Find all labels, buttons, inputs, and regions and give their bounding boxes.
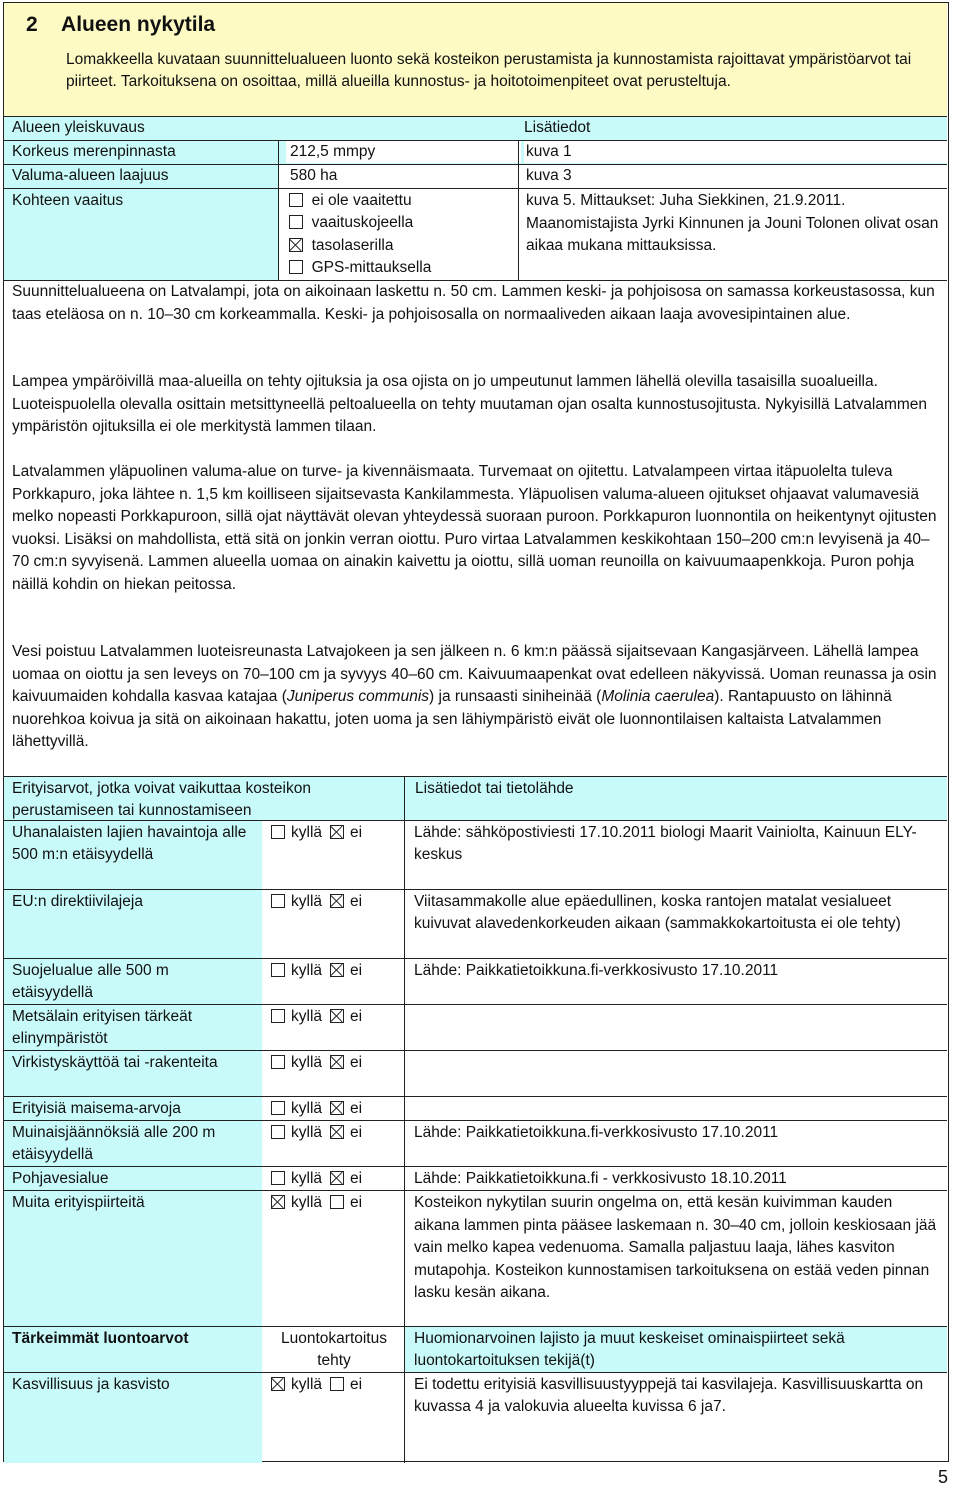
- values-row-recreation: [4, 1051, 947, 1097]
- values-row-info: Lähde: sähköpostiviesti 17.10.2011 biologi Maarit Vainiolta, Kainuun ELY-keskus: [414, 824, 917, 863]
- values-heading-right: Lisätiedot tai tietolähde: [415, 780, 574, 797]
- catchment-extra: kuva 3: [519, 165, 947, 188]
- checkbox-checked-icon[interactable]: [289, 238, 303, 252]
- checkbox-icon[interactable]: [289, 260, 303, 274]
- values-heading-row: [4, 776, 947, 821]
- leveling-option-gps[interactable]: GPS-mittauksella: [289, 257, 431, 279]
- yes-no-choice[interactable]: kyllä ei: [271, 1006, 370, 1028]
- yes-no-choice[interactable]: kyllä ei: [271, 891, 370, 913]
- checkbox-checked-icon[interactable]: [330, 963, 344, 977]
- description-p4: Vesi poistuu Latvalammen luoteisreunasta Latvajokeen ja sen jälkeen n. 6 km:n päässä sijaitsevaan Kangasjärveen. Lähellä lampea uomaa on oiottu ja sen leveys on 70–100 cm ja syvyys 40–60 cm. Kaivuumaapenkat ovat edelleen näkyvissä. Uoman reunassa ja osin kaivuumaiden kohdalla kasvaa katajaa (Juniperus communis) ja runsaasti siniheinää (Molinia caerulea). Rantapuusto on lähinnä nuorehkoa koivua ja sitä on aikoinaan hakattu, joten uoma ja sen lähiympäristö eivät ole luonnontilaisen kaltaista Latvalammen lähettyvillä.: [12, 643, 937, 750]
- altitude-extra: kuva 1: [524, 141, 947, 163]
- values-row-label: Pohjavesialue: [12, 1170, 109, 1187]
- values-row-groundwater: [4, 1167, 947, 1191]
- checkbox-icon[interactable]: [289, 193, 303, 207]
- values-row-forest-act: [4, 1005, 947, 1051]
- yes-no-choice[interactable]: kyllä ei: [271, 1374, 370, 1396]
- section-intro: Lomakkeella kuvataan suunnittelualueen luonto sekä kosteikon perustamista ja kunnostamista rajoittavat ympäristöarvot tai piirteet. Tarkoituksena on osoittaa, millä alueilla kunnostus- ja hoitotoimenpiteet ovat perusteltuja.: [66, 51, 912, 90]
- checkbox-checked-icon[interactable]: [330, 894, 344, 908]
- leveling-label: Kohteen vaaitus: [12, 192, 124, 209]
- page-number: 5: [938, 1467, 949, 1487]
- checkbox-icon[interactable]: [271, 963, 285, 977]
- values-row-ancient-relics: [4, 1121, 947, 1167]
- checkbox-icon[interactable]: [271, 825, 285, 839]
- altitude-label: Korkeus merenpinnasta: [12, 143, 176, 160]
- overview-row-leveling: [4, 189, 947, 281]
- yes-no-choice[interactable]: kyllä ei: [271, 1052, 370, 1074]
- section-title: [26, 11, 215, 39]
- checkbox-checked-icon[interactable]: [330, 825, 344, 839]
- values-row-info: Lähde: Paikkatietoikkuna.fi-verkkosivusto 17.10.2011: [414, 1124, 779, 1141]
- description-p1: Suunnittelualueena on Latvalampi, jota on aikoinaan laskettu n. 50 cm. Lammen keski- ja pohjoisosa on samassa korkeustasossa, kun taas eteläosa on n. 10–30 cm korkeammalla. Keski- ja pohjoisosalla on normaaliveden aikaan laaja avovesipintainen alue.: [12, 283, 935, 323]
- values-row-vegetation: [4, 1373, 947, 1463]
- key-nature-info: Huomionarvoinen lajisto ja muut keskeiset ominaispiirteet sekä luontokartoituksen tekijä(t): [414, 1330, 845, 1369]
- description-p2: Lampea ympäröivillä maa-alueilla on tehty ojituksia ja osa ojista on jo umpeutunut lammen lähellä olevilla tasaisilla suoalueilla. Luoteispuolella olevalla osittain metsittyneellä peltoalueella on tehty muutaman ojan osalta kunnostusojitusta. Nykyisillä Latvalammen ympäristön ojituksilla ei ole merkitystä lammen tilaan.: [12, 373, 928, 435]
- values-row-label: Metsälain erityisen tärkeät elinympäristöt: [12, 1008, 193, 1047]
- values-row-info: Lähde: Paikkatietoikkuna.fi-verkkosivusto 17.10.2011: [414, 962, 779, 979]
- catchment-value: 580 ha: [279, 165, 518, 188]
- vegetation-info: Ei todettu erityisiä kasvillisuustyyppejä tai kasvilajeja. Kasvillisuuskartta on kuvassa 4 ja valokuvia alueelta kuvissa 6 ja7.: [414, 1376, 924, 1415]
- values-row-threatened: [4, 821, 947, 890]
- checkbox-checked-icon[interactable]: [330, 1101, 344, 1115]
- overview-row-altitude: [4, 141, 947, 165]
- checkbox-icon[interactable]: [330, 1377, 344, 1391]
- species-juniperus: Juniperus communis: [286, 688, 430, 705]
- values-row-label: Suojelualue alle 500 m etäisyydellä: [12, 962, 169, 1001]
- values-row-label: EU:n direktiivilajeja: [12, 893, 143, 910]
- species-molinia: Molinia caerulea: [601, 688, 715, 705]
- checkbox-checked-icon[interactable]: [330, 1171, 344, 1185]
- values-row-label: Muinaisjäännöksiä alle 200 m etäisyydellä: [12, 1124, 216, 1163]
- yes-no-choice[interactable]: kyllä ei: [271, 1122, 370, 1144]
- values-row-label: Uhanalaisten lajien havaintoja alle 500 m:n etäisyydellä: [12, 824, 247, 863]
- leveling-extra: kuva 5. Mittaukset: Juha Siekkinen, 21.9.2011. Maanomistajista Jyrki Kinnunen ja Jouni Tolonen olivat osan aikaa mukana mittauksissa.: [526, 192, 939, 254]
- section-title-text: Alueen nykytila: [61, 13, 216, 36]
- section-number: 2: [26, 13, 38, 36]
- yes-no-choice[interactable]: kyllä ei: [271, 960, 370, 982]
- leveling-option-laser[interactable]: tasolaserilla: [289, 235, 393, 257]
- values-row-info: Lähde: Paikkatietoikkuna.fi - verkkosivusto 18.10.2011: [414, 1170, 787, 1187]
- checkbox-icon[interactable]: [271, 1125, 285, 1139]
- overview-extra-heading: Lisätiedot: [524, 119, 591, 136]
- values-row-label: Muita erityispiirteitä: [12, 1194, 145, 1211]
- section-header: [4, 3, 947, 117]
- leveling-option-none[interactable]: ei ole vaaitettu: [289, 190, 412, 212]
- values-row-protected: [4, 959, 947, 1005]
- values-heading-left: Erityisarvot, jotka voivat vaikuttaa kosteikon perustamiseen tai kunnostamiseen: [12, 780, 311, 819]
- checkbox-checked-icon[interactable]: [271, 1377, 285, 1391]
- overview-heading: Alueen yleiskuvaus: [12, 119, 145, 136]
- checkbox-checked-icon[interactable]: [330, 1009, 344, 1023]
- values-row-landscape: [4, 1097, 947, 1121]
- checkbox-icon[interactable]: [271, 1055, 285, 1069]
- yes-no-choice[interactable]: kyllä ei: [271, 822, 370, 844]
- altitude-value: 212,5 mmpy: [286, 141, 521, 163]
- description-p3: Latvalammen yläpuolinen valuma-alue on turve- ja kivennäismaata. Turvemaat on ojitettu. Latvalampeen virtaa itäpuolelta tuleva Porkkapuro, joka lähtee n. 1,5 km koilliseen sijaitsevasta Kankilammesta. Yläpuolisen valuma-alueen ojitukset ohjaavat valumavesiä melko nopeasti Porkkapuroon, sillä ojat näyttävät olevan yhteydessä suoraan puroon. Porkkapuron luonnontila on heikentynyt ojitusten vuoksi. Lisäksi on mahdollista, että sitä on jonkin verran oiottu. Puro virtaa Latvalammen keskikohtaan 150–200 cm:n levyisenä ja 40–70 cm:n syvyisenä. Lammen alueella uomaa on ainakin kaivettu ja oiottu, sillä uoman reunoilla on kaivuumaapenkkoja. Puron pohja näillä kohdin on hiekan peitossa.: [12, 463, 937, 593]
- key-nature-survey: Luontokartoitus tehty: [281, 1330, 387, 1369]
- checkbox-icon[interactable]: [330, 1195, 344, 1209]
- checkbox-checked-icon[interactable]: [271, 1195, 285, 1209]
- yes-no-choice[interactable]: kyllä ei: [271, 1098, 370, 1120]
- values-row-eu-species: [4, 890, 947, 959]
- catchment-label: Valuma-alueen laajuus: [12, 167, 169, 184]
- values-row-label: Virkistyskäyttöä tai -rakenteita: [12, 1054, 218, 1071]
- values-row-info: Viitasammakolle alue epäedullinen, koska rantojen matalat vesialueet kuivuvat alavedenkorkeuden aikaan (sammakkokartoitusta ei ole tehty): [414, 893, 901, 932]
- checkbox-checked-icon[interactable]: [330, 1055, 344, 1069]
- checkbox-icon[interactable]: [271, 1101, 285, 1115]
- leveling-option-instrument[interactable]: vaaituskojeella: [289, 212, 413, 234]
- values-row-other-features: [4, 1191, 947, 1327]
- yes-no-choice[interactable]: kyllä ei: [271, 1168, 370, 1190]
- values-row-label: Erityisiä maisema-arvoja: [12, 1100, 181, 1117]
- values-row-key-nature: [4, 1327, 947, 1373]
- vegetation-label: Kasvillisuus ja kasvisto: [12, 1376, 170, 1393]
- checkbox-icon[interactable]: [271, 1171, 285, 1185]
- checkbox-checked-icon[interactable]: [330, 1125, 344, 1139]
- yes-no-choice[interactable]: kyllä ei: [271, 1192, 370, 1214]
- checkbox-icon[interactable]: [271, 894, 285, 908]
- form-frame: [3, 2, 949, 1462]
- checkbox-icon[interactable]: [289, 215, 303, 229]
- key-nature-label: Tärkeimmät luontoarvot: [12, 1330, 189, 1347]
- values-row-info: Kosteikon nykytilan suurin ongelma on, että kesän kuivimman kauden aikana lammen pinta pääsee laskemaan n. 30–40 cm, jolloin keskiosaan jää vain melko kapea vedenuoma. Samalla paljastuu laaja, lähes kasviton mutapohja. Kosteikon kunnostamisen tarkoituksena on estää veden pinnan lasku kesän aikana.: [414, 1194, 937, 1302]
- overview-row-catchment: [4, 165, 947, 189]
- overview-heading-row: [4, 117, 947, 141]
- checkbox-icon[interactable]: [271, 1009, 285, 1023]
- leveling-options: [279, 189, 518, 280]
